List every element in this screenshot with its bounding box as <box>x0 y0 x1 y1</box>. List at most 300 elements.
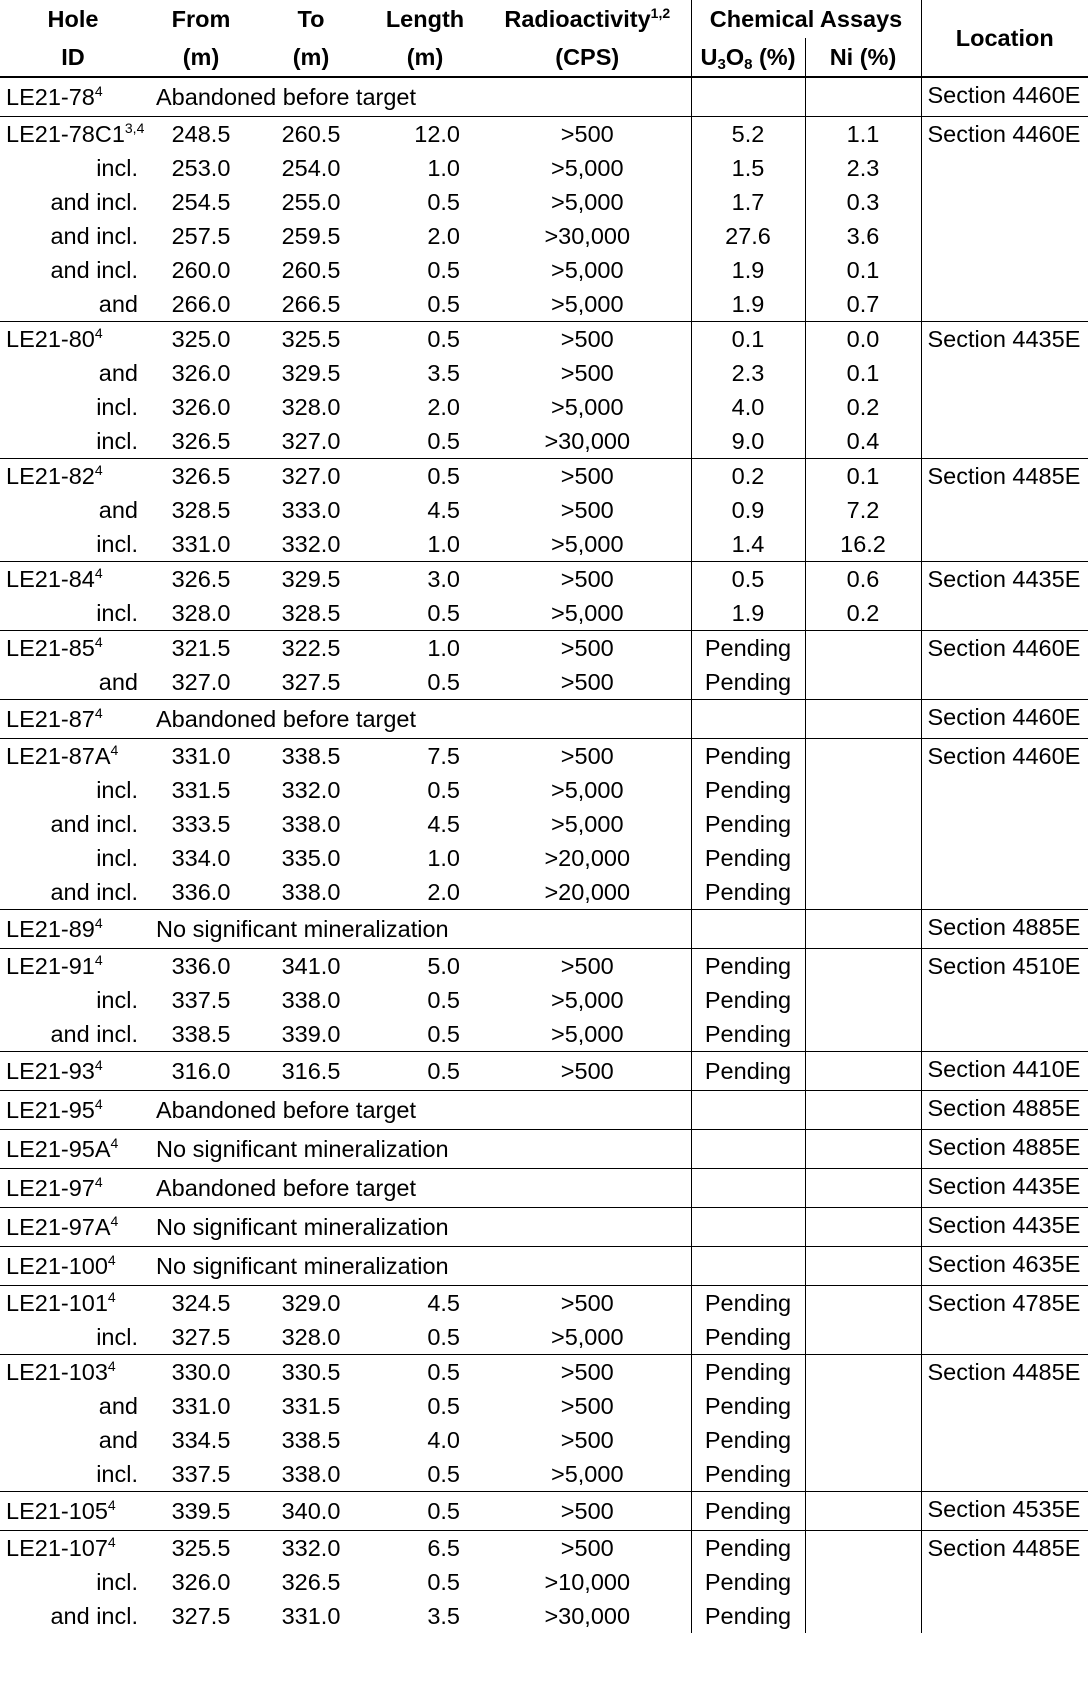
from-cell: 248.5 <box>146 117 256 152</box>
ni-cell: 0.0 <box>805 322 921 357</box>
length-cell: 1.0 <box>427 154 460 181</box>
radioactivity-cell: >500 <box>484 949 691 984</box>
u3o8-cell: 1.9 <box>691 287 805 322</box>
from-cell: 328.0 <box>171 599 231 626</box>
length-cell: 0.5 <box>427 1568 460 1595</box>
ni-cell <box>805 1565 921 1599</box>
from-cell: 325.5 <box>146 1531 256 1566</box>
ni-cell <box>805 1320 921 1355</box>
table-row <box>0 1355 1088 1390</box>
location-cell: Section 4785E <box>921 1286 1088 1355</box>
from-cell: 316.0 <box>146 1052 256 1091</box>
length-cell: 0.5 <box>427 188 460 215</box>
ni-cell: 0.2 <box>805 596 921 631</box>
hole-id-footnote: 4 <box>94 461 103 478</box>
hole-id-footnote: 4 <box>94 564 103 581</box>
radioactivity-cell: >5,000 <box>550 1323 624 1350</box>
length-cell: 0.5 <box>427 599 460 626</box>
hole-id-text: LE21-103 <box>6 1358 108 1385</box>
radioactivity-cell: >500 <box>484 562 691 597</box>
header-hole-id-unit: ID <box>0 38 146 77</box>
hole-id-text: LE21-78 <box>6 83 95 110</box>
interval-qualifier: incl. <box>96 393 138 420</box>
hole-id-footnote: 4 <box>94 1056 103 1073</box>
to-cell: 339.0 <box>281 1020 341 1047</box>
hole-id <box>0 1247 146 1286</box>
ni-cell: 0.1 <box>805 253 921 287</box>
radioactivity-cell: >500 <box>560 668 614 695</box>
length-cell: 0.5 <box>427 290 460 317</box>
hole-id <box>0 1492 146 1531</box>
ni-cell <box>805 1169 921 1208</box>
length-cell: 0.5 <box>427 986 460 1013</box>
length-cell: 7.5 <box>366 739 484 774</box>
u3o8-cell <box>691 1091 805 1130</box>
to-cell: 329.5 <box>256 562 366 597</box>
to-cell: 338.0 <box>281 810 341 837</box>
to-cell: 327.5 <box>281 668 341 695</box>
length-cell: 0.5 <box>366 1355 484 1390</box>
header-ni: Ni (%) <box>805 38 921 77</box>
length-cell: 0.5 <box>366 459 484 494</box>
table-body <box>0 77 1088 1633</box>
table-row <box>0 117 1088 152</box>
from-cell: 325.0 <box>146 322 256 357</box>
hole-id-footnote: 4 <box>94 82 103 99</box>
hole-id <box>0 631 146 666</box>
header-to: To <box>297 5 325 32</box>
u3o8-cell: Pending <box>691 1017 805 1052</box>
u3o8-cell: Pending <box>691 841 805 875</box>
hole-id-footnote: 4 <box>94 1095 103 1112</box>
from-cell: 326.0 <box>171 393 231 420</box>
length-cell: 6.5 <box>366 1531 484 1566</box>
location-cell: Section 4460E <box>921 631 1088 700</box>
status-note: No significant mineralization <box>146 1208 691 1247</box>
table-row <box>0 700 1088 739</box>
u3o8-cell <box>691 1169 805 1208</box>
ni-cell <box>805 1247 921 1286</box>
hole-id <box>0 910 146 949</box>
ni-cell <box>805 1389 921 1423</box>
status-note: No significant mineralization <box>146 1247 691 1286</box>
interval-qualifier: incl. <box>96 427 138 454</box>
from-cell: 337.5 <box>171 986 231 1013</box>
interval-qualifier: incl. <box>96 1323 138 1350</box>
interval-qualifier: incl. <box>96 599 138 626</box>
from-cell: 331.0 <box>171 1392 231 1419</box>
hole-id-footnote: 4 <box>107 1251 116 1268</box>
radioactivity-cell: >5,000 <box>550 154 624 181</box>
ni-cell: 0.3 <box>805 185 921 219</box>
from-cell: 331.0 <box>171 530 231 557</box>
from-cell: 321.5 <box>146 631 256 666</box>
hole-id-text: LE21-85 <box>6 634 95 661</box>
radioactivity-cell: >5,000 <box>550 256 624 283</box>
table-row <box>0 1052 1088 1091</box>
radioactivity-cell: >5,000 <box>550 599 624 626</box>
length-cell: 3.5 <box>427 1602 460 1629</box>
from-cell: 253.0 <box>171 154 231 181</box>
status-note: No significant mineralization <box>146 1130 691 1169</box>
table-row <box>0 1492 1088 1531</box>
hole-id <box>0 322 146 357</box>
to-cell: 327.0 <box>281 427 341 454</box>
status-note: Abandoned before target <box>146 700 691 739</box>
hole-id-footnote: 4 <box>94 951 103 968</box>
location-cell: Section 4485E <box>921 1531 1088 1634</box>
ni-cell <box>805 700 921 739</box>
hole-id-text: LE21-107 <box>6 1534 108 1561</box>
ni-cell <box>805 807 921 841</box>
interval-qualifier: and <box>98 359 138 386</box>
hole-id <box>0 117 146 152</box>
hole-id-footnote: 4 <box>110 741 119 758</box>
radioactivity-cell: >5,000 <box>550 530 624 557</box>
to-cell: 254.0 <box>281 154 341 181</box>
u3o8-cell <box>691 77 805 117</box>
interval-qualifier: and <box>98 1426 138 1453</box>
interval-qualifier: incl. <box>96 1460 138 1487</box>
location-cell: Section 4510E <box>921 949 1088 1052</box>
radioactivity-cell: >5,000 <box>550 986 624 1013</box>
table-row <box>0 562 1088 597</box>
table-row <box>0 1130 1088 1169</box>
ni-cell <box>805 1052 921 1091</box>
radioactivity-cell: >5,000 <box>550 776 624 803</box>
hole-id-text: LE21-87 <box>6 705 95 732</box>
length-cell: 3.5 <box>427 359 460 386</box>
u3o8-cell: Pending <box>691 1565 805 1599</box>
u3o8-cell: Pending <box>691 949 805 984</box>
u3o8-cell: Pending <box>691 1423 805 1457</box>
from-cell: 326.5 <box>146 459 256 494</box>
u3o8-cell: Pending <box>691 773 805 807</box>
interval-qualifier: and incl. <box>50 878 138 905</box>
interval-qualifier: and incl. <box>50 256 138 283</box>
from-cell: 260.0 <box>171 256 231 283</box>
length-cell: 0.5 <box>366 1052 484 1091</box>
u3o8-cell: Pending <box>691 807 805 841</box>
hole-id <box>0 739 146 774</box>
location-cell: Section 4635E <box>921 1247 1088 1286</box>
radioactivity-cell: >500 <box>484 459 691 494</box>
interval-qualifier: and <box>98 496 138 523</box>
interval-qualifier: and <box>98 290 138 317</box>
length-cell: 4.5 <box>427 810 460 837</box>
table-row <box>0 1169 1088 1208</box>
hole-id-text: LE21-84 <box>6 565 95 592</box>
hole-id-text: LE21-95A <box>6 1135 111 1162</box>
u3o8-cell <box>691 700 805 739</box>
hole-id-text: LE21-80 <box>6 325 95 352</box>
radioactivity-cell: >20,000 <box>544 844 631 871</box>
interval-qualifier: incl. <box>96 1568 138 1595</box>
location-cell: Section 4460E <box>921 700 1088 739</box>
from-cell: 336.0 <box>171 878 231 905</box>
ni-cell <box>805 1017 921 1052</box>
ni-cell <box>805 983 921 1017</box>
from-cell: 327.0 <box>171 668 231 695</box>
hole-id-text: LE21-97A <box>6 1213 111 1240</box>
u3o8-cell: 5.2 <box>691 117 805 152</box>
table-row <box>0 1091 1088 1130</box>
hole-id-text: LE21-78C1 <box>6 120 125 147</box>
radioactivity-cell: >10,000 <box>544 1568 631 1595</box>
u3o8-cell: 0.1 <box>691 322 805 357</box>
u3o8-cell: Pending <box>691 739 805 774</box>
hole-id-text: LE21-95 <box>6 1096 95 1123</box>
from-cell: 331.5 <box>171 776 231 803</box>
u3o8-cell: Pending <box>691 1492 805 1531</box>
u3o8-cell: 0.2 <box>691 459 805 494</box>
hole-id-text: LE21-100 <box>6 1252 108 1279</box>
radioactivity-cell: >500 <box>560 1426 614 1453</box>
u3o8-cell: Pending <box>691 1531 805 1566</box>
to-cell: 329.0 <box>256 1286 366 1321</box>
from-cell: 326.5 <box>146 562 256 597</box>
ni-cell: 1.1 <box>805 117 921 152</box>
u3o8-cell: Pending <box>691 983 805 1017</box>
to-cell: 332.0 <box>281 530 341 557</box>
from-cell: 339.5 <box>146 1492 256 1531</box>
u3o8-cell: Pending <box>691 1355 805 1390</box>
length-cell: 0.5 <box>427 427 460 454</box>
ni-cell <box>805 910 921 949</box>
from-cell: 326.5 <box>171 427 231 454</box>
to-cell: 341.0 <box>256 949 366 984</box>
to-cell: 333.0 <box>281 496 341 523</box>
to-cell: 335.0 <box>281 844 341 871</box>
from-cell: 254.5 <box>171 188 231 215</box>
interval-qualifier: and incl. <box>50 188 138 215</box>
to-cell: 328.0 <box>281 1323 341 1350</box>
from-cell: 331.0 <box>146 739 256 774</box>
to-cell: 255.0 <box>281 188 341 215</box>
ni-cell: 2.3 <box>805 151 921 185</box>
interval-qualifier: and <box>98 668 138 695</box>
u3o8-cell: 0.9 <box>691 493 805 527</box>
header-radioactivity-unit: (CPS) <box>484 38 691 77</box>
to-cell: 338.0 <box>281 878 341 905</box>
length-cell: 0.5 <box>427 1323 460 1350</box>
header-to-unit: (m) <box>256 38 366 77</box>
hole-id <box>0 562 146 597</box>
ni-cell <box>805 773 921 807</box>
length-cell: 1.0 <box>427 844 460 871</box>
location-cell: Section 4485E <box>921 1355 1088 1492</box>
ni-cell: 0.4 <box>805 424 921 459</box>
location-cell: Section 4460E <box>921 77 1088 117</box>
location-cell: Section 4460E <box>921 739 1088 910</box>
u3o8-cell: Pending <box>691 665 805 700</box>
header-hole-id: Hole <box>47 5 99 32</box>
length-cell: 4.0 <box>427 1426 460 1453</box>
radioactivity-cell: >30,000 <box>544 427 631 454</box>
hole-id <box>0 459 146 494</box>
hole-id-footnote: 4 <box>107 1533 116 1550</box>
ni-cell <box>805 1531 921 1566</box>
hole-id-footnote: 4 <box>107 1288 116 1305</box>
u3o8-cell: 1.4 <box>691 527 805 562</box>
u3o8-cell: Pending <box>691 875 805 910</box>
radioactivity-cell: >500 <box>560 359 614 386</box>
ni-cell <box>805 1492 921 1531</box>
to-cell: 338.0 <box>281 1460 341 1487</box>
ni-cell: 3.6 <box>805 219 921 253</box>
ni-cell <box>805 875 921 910</box>
radioactivity-cell: >500 <box>484 631 691 666</box>
header-u3o8: $U_3O_8$ (%) <box>691 38 805 77</box>
hole-id-text: LE21-82 <box>6 462 95 489</box>
length-cell: 5.0 <box>366 949 484 984</box>
u3o8-cell: 1.7 <box>691 185 805 219</box>
ni-cell <box>805 739 921 774</box>
location-cell: Section 4885E <box>921 1091 1088 1130</box>
hole-id-footnote: 4 <box>107 1496 116 1513</box>
table-header <box>0 0 1088 77</box>
hole-id <box>0 1531 146 1566</box>
interval-qualifier: and incl. <box>50 810 138 837</box>
u3o8-cell: Pending <box>691 1052 805 1091</box>
to-cell: 327.0 <box>256 459 366 494</box>
hole-id <box>0 700 146 739</box>
ni-cell: 7.2 <box>805 493 921 527</box>
ni-cell <box>805 1599 921 1633</box>
hole-id <box>0 1208 146 1247</box>
from-cell: 330.0 <box>146 1355 256 1390</box>
hole-id-footnote: 4 <box>107 1357 116 1374</box>
u3o8-cell: Pending <box>691 631 805 666</box>
length-cell: 1.0 <box>427 530 460 557</box>
status-note: Abandoned before target <box>146 1169 691 1208</box>
radioactivity-cell: >500 <box>484 1492 691 1531</box>
table-row <box>0 1531 1088 1566</box>
location-cell: Section 4435E <box>921 1208 1088 1247</box>
hole-id-footnote: 4 <box>110 1212 119 1229</box>
from-cell: 324.5 <box>146 1286 256 1321</box>
radioactivity-cell: >500 <box>484 1286 691 1321</box>
from-cell: 257.5 <box>171 222 231 249</box>
u3o8-cell: 2.3 <box>691 356 805 390</box>
hole-id-text: LE21-89 <box>6 915 95 942</box>
radioactivity-cell: >500 <box>484 117 691 152</box>
to-cell: 260.5 <box>256 117 366 152</box>
table-row <box>0 949 1088 984</box>
u3o8-cell: 0.5 <box>691 562 805 597</box>
to-cell: 329.5 <box>281 359 341 386</box>
radioactivity-cell: >500 <box>560 496 614 523</box>
hole-id <box>0 1130 146 1169</box>
hole-id <box>0 1286 146 1321</box>
from-cell: 334.5 <box>171 1426 231 1453</box>
radioactivity-cell: >500 <box>484 1052 691 1091</box>
location-cell: Section 4885E <box>921 910 1088 949</box>
table-row <box>0 459 1088 494</box>
radioactivity-cell: >30,000 <box>544 222 631 249</box>
to-cell: 259.5 <box>281 222 341 249</box>
length-cell: 12.0 <box>366 117 484 152</box>
length-cell: 2.0 <box>427 878 460 905</box>
from-cell: 336.0 <box>146 949 256 984</box>
from-cell: 334.0 <box>171 844 231 871</box>
hole-id-footnote: 4 <box>94 914 103 931</box>
location-cell: Section 4535E <box>921 1492 1088 1531</box>
hole-id-footnote: 4 <box>94 324 103 341</box>
hole-id <box>0 1091 146 1130</box>
ni-cell <box>805 1423 921 1457</box>
hole-id-text: LE21-91 <box>6 952 95 979</box>
header-length-unit: (m) <box>366 38 484 77</box>
to-cell: 266.5 <box>281 290 341 317</box>
header-chemical-assays: Chemical Assays <box>691 0 921 38</box>
length-cell: 0.5 <box>427 668 460 695</box>
length-cell: 0.5 <box>427 256 460 283</box>
interval-qualifier: and incl. <box>50 222 138 249</box>
hole-id-footnote: 3,4 <box>124 119 145 136</box>
radioactivity-cell: >5,000 <box>550 188 624 215</box>
interval-qualifier: incl. <box>96 844 138 871</box>
table-row <box>0 739 1088 774</box>
length-cell: 0.5 <box>427 1020 460 1047</box>
ni-cell: 0.6 <box>805 562 921 597</box>
u3o8-cell <box>691 1208 805 1247</box>
to-cell: 322.5 <box>256 631 366 666</box>
ni-cell <box>805 77 921 117</box>
to-cell: 328.5 <box>281 599 341 626</box>
ni-cell: 0.7 <box>805 287 921 322</box>
u3o8-cell: 1.9 <box>691 253 805 287</box>
status-note: Abandoned before target <box>146 1091 691 1130</box>
hole-id <box>0 1052 146 1091</box>
status-note: Abandoned before target <box>146 77 691 117</box>
location-cell: Section 4885E <box>921 1130 1088 1169</box>
from-cell: 327.5 <box>171 1323 231 1350</box>
radioactivity-cell: >5,000 <box>550 1020 624 1047</box>
u3o8-cell: Pending <box>691 1599 805 1633</box>
ni-cell <box>805 1286 921 1321</box>
table-row <box>0 1247 1088 1286</box>
u3o8-cell: Pending <box>691 1320 805 1355</box>
to-cell: 326.5 <box>281 1568 341 1595</box>
length-cell: 2.0 <box>427 393 460 420</box>
from-cell: 333.5 <box>171 810 231 837</box>
ni-cell <box>805 1457 921 1492</box>
ni-cell <box>805 631 921 666</box>
ni-cell: 0.1 <box>805 356 921 390</box>
u3o8-cell <box>691 1247 805 1286</box>
from-cell: 338.5 <box>171 1020 231 1047</box>
length-cell: 4.5 <box>366 1286 484 1321</box>
hole-id-text: LE21-105 <box>6 1497 108 1524</box>
u3o8-cell: 1.9 <box>691 596 805 631</box>
hole-id-text: LE21-93 <box>6 1057 95 1084</box>
interval-qualifier: incl. <box>96 986 138 1013</box>
header-location: Location <box>921 0 1088 77</box>
interval-qualifier: incl. <box>96 776 138 803</box>
length-cell: 0.5 <box>427 1392 460 1419</box>
length-cell: 2.0 <box>427 222 460 249</box>
radioactivity-cell: >20,000 <box>544 878 631 905</box>
u3o8-cell <box>691 910 805 949</box>
hole-id <box>0 77 146 117</box>
to-cell: 338.0 <box>281 986 341 1013</box>
radioactivity-cell: >5,000 <box>550 810 624 837</box>
hole-id-text: LE21-97 <box>6 1174 95 1201</box>
from-cell: 326.0 <box>171 359 231 386</box>
radioactivity-cell: >500 <box>484 322 691 357</box>
location-cell: Section 4435E <box>921 562 1088 631</box>
